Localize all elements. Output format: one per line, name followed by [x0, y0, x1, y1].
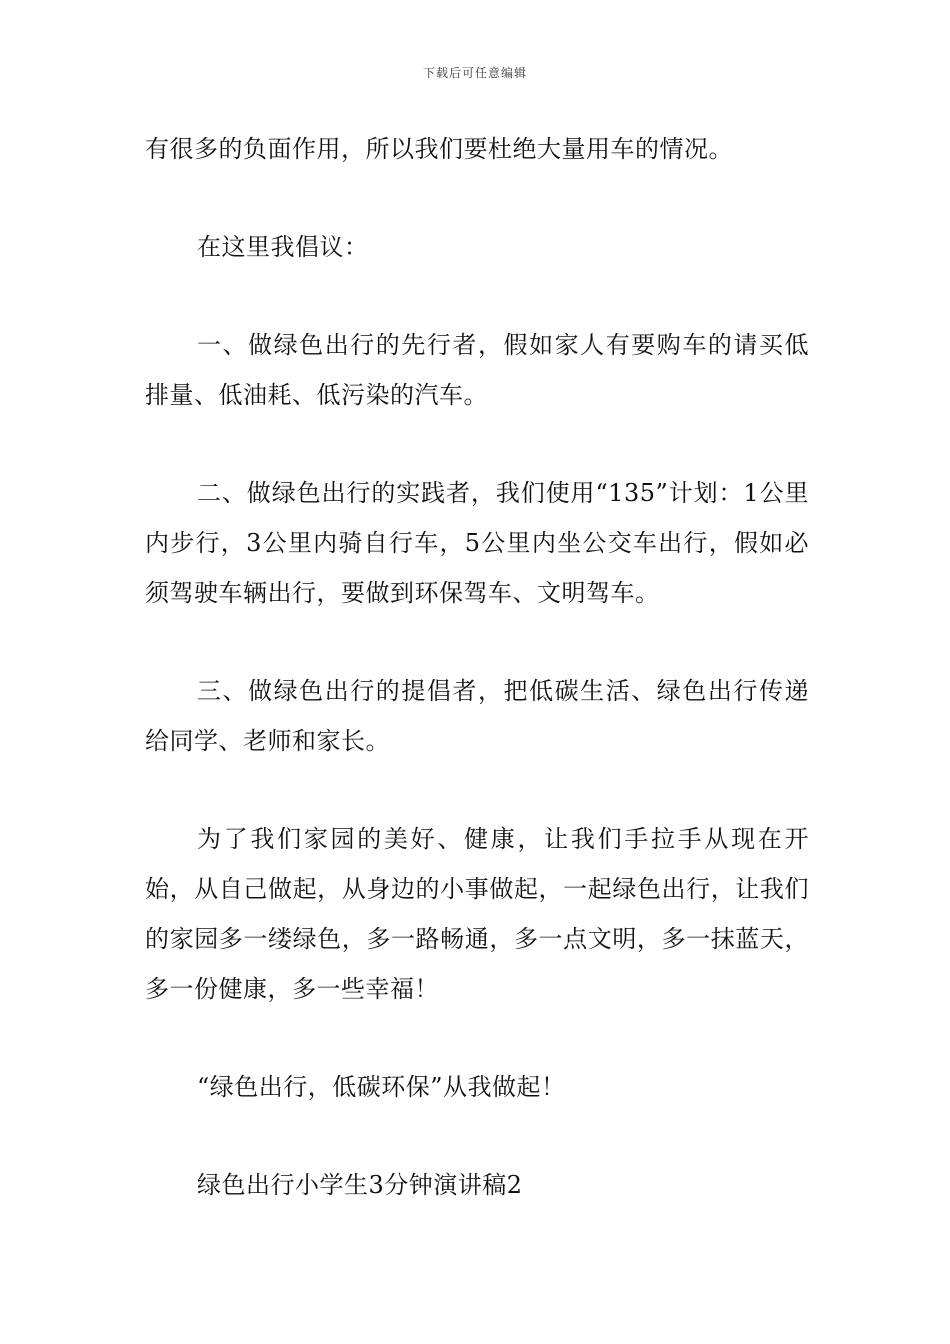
paragraph-7: “绿色出行，低碳环保”从我做起！: [197, 1073, 566, 1101]
paragraph-8: 绿色出行小学生3分钟演讲稿2: [197, 1171, 523, 1199]
paragraph-6: 为了我们家园的美好、健康，让我们手拉手从现在开始，从自己做起，从身边的小事做起，一起绿色出行，让我们的家园多一缕绿色，多一路畅通，多一点文明，多一抹蓝天，多一份健康，多一些幸福！: [145, 825, 809, 1003]
paragraph-4: 二、做绿色出行的实践者，我们使用“135”计划：1公里内步行，3公里内骑自行车，5公里内坐公交车出行，假如必须驾驶车辆出行，要做到环保驾车、文明驾车。: [145, 479, 809, 607]
paragraph-3: 一、做绿色出行的先行者，假如家人有要购车的请买低排量、低油耗、低污染的汽车。: [145, 331, 809, 409]
paragraph-1: 有很多的负面作用，所以我们要杜绝大量用车的情况。: [145, 135, 733, 163]
document-body: [145, 124, 809, 1258]
page-header: 下载后可任意编辑: [422, 66, 527, 80]
paragraph-2: 在这里我倡议：: [197, 233, 369, 261]
paragraph-5: 三、做绿色出行的提倡者，把低碳生活、绿色出行传递给同学、老师和家长。: [145, 677, 809, 755]
